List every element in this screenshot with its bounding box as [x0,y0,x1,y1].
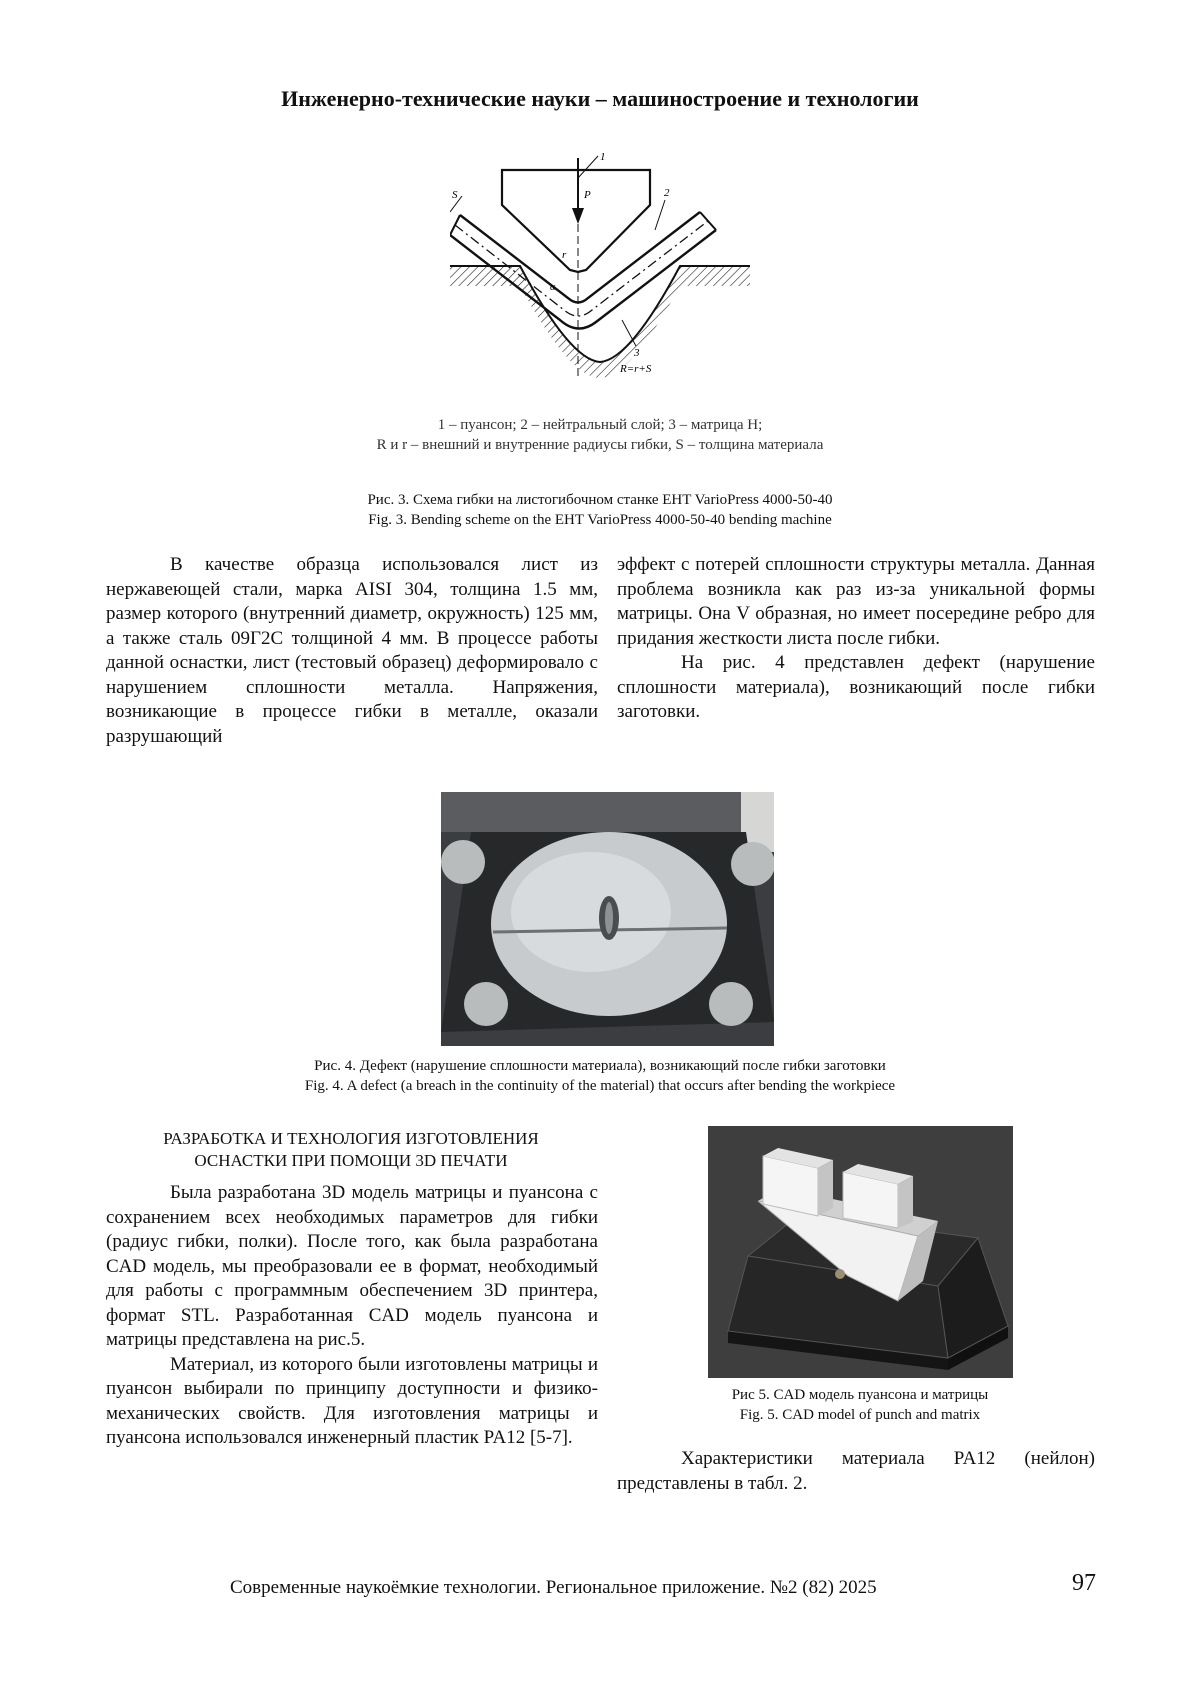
figure-4-caption-en: Fig. 4. A defect (a breach in the continuity of the material) that occurs after bending the workpiece [304,1078,896,1094]
legend-line-2: R и r – внешний и внутренние радиусы гибки, S – толщина материала [376,437,824,453]
label-alpha: α [550,282,556,293]
section-heading-line-1: РАЗРАБОТКА И ТЕХНОЛОГИЯ ИЗГОТОВЛЕНИЯ [163,1129,539,1148]
figure-3-caption-en: Fig. 3. Bending scheme on the EHT VarioPress 4000-50-40 bending machine [368,512,832,528]
right-column-top [617,553,1095,725]
right-column-bottom [617,1447,1095,1496]
figure-5-cad-model [708,1126,1013,1378]
leader-3 [622,320,636,346]
paragraph: Материал, из которого были изготовлены матрицы и пуансон выбирали по принципу доступности и физико-механических свойств. Для изготовления матрицы и пуансона использовался инженерный пластик PA12 [5-7]. [106,1353,598,1448]
paragraph: В качестве образца использовался лист из нержавеющей стали, марка AISI 304, толщина 1.5 мм, размер которого (внутренний диаметр, окружность) 125 мм, а также сталь 09Г2С толщиной 4 мм. В процессе работы данной оснастки, лист (тестовый образец) деформировало с нарушением сплошности металла. Напряжения, возникающие в процессе гибки в металле, оказали разрушающий [106,554,598,747]
legend-line-1: 1 – пуансон; 2 – нейтральный слой; 3 – матрица H; [437,417,763,433]
figure-3-bending-scheme [450,150,750,380]
figure-3-caption-ru: Рис. 3. Схема гибки на листогибочном станке EHT VarioPress 4000-50-40 [367,492,833,508]
paragraph: эффект с потерей сплошности структуры металла. Данная проблема возникла как раз из-за уникальной формы матрицы. Она V образная, но имеет посередине ребро для придания жесткости листа после гибки. [617,554,1095,649]
figure-3-legend [0,415,1200,455]
label-3: 3 [634,347,640,359]
journal-footer: Современные наукоёмкие технологии. Региональное приложение. №2 (82) 2025 [230,1577,877,1598]
label-2: 2 [664,187,670,199]
paragraph: На рис. 4 представлен дефект (нарушение сплошности материала), возникающий после гибки заготовки. [617,652,1095,722]
paragraph: Была разработана 3D модель матрицы и пуансона с сохранением всех необходимых параметров для гибки (радиус гибки, полки). После того, как была разработана CAD модель, мы преобразовали ее в формат, необходимый для работы с программным обеспечением 3D принтера, формат STL. Разработанная CAD модель пуансона и матрицы представлена на рис.5. [106,1182,598,1350]
punch [502,170,650,272]
running-header: Инженерно-технические науки – машиностроение и технологии [281,86,919,111]
label-1: 1 [600,151,606,163]
figure-4-caption [0,1056,1200,1096]
figure-5-caption-ru: Рис 5. CAD модель пуансона и матрицы [731,1387,989,1403]
label-s: S [452,189,458,201]
page-number: 97 [1072,1570,1096,1596]
label-r: r [562,249,567,261]
label-p: P [584,189,591,201]
section-heading-line-2: ОСНАСТКИ ПРИ ПОМОЩИ 3D ПЕЧАТИ [194,1151,508,1170]
figure-5-caption-en: Fig. 5. CAD model of punch and matrix [739,1407,981,1423]
section-heading [106,1128,596,1172]
figure-5-caption [700,1385,1020,1425]
figure-4-defect-photo [441,792,774,1046]
leader-2 [655,200,665,230]
left-column-top [106,553,598,749]
figure-4-caption-ru: Рис. 4. Дефект (нарушение сплошности материала), возникающий после гибки заготовки [314,1058,886,1074]
paragraph: Характеристики материала PA12 (нейлон) представлены в табл. 2. [617,1448,1095,1494]
left-column-bottom [106,1181,598,1451]
label-radius: R=r+S [620,363,652,375]
figure-3-caption [0,490,1200,530]
